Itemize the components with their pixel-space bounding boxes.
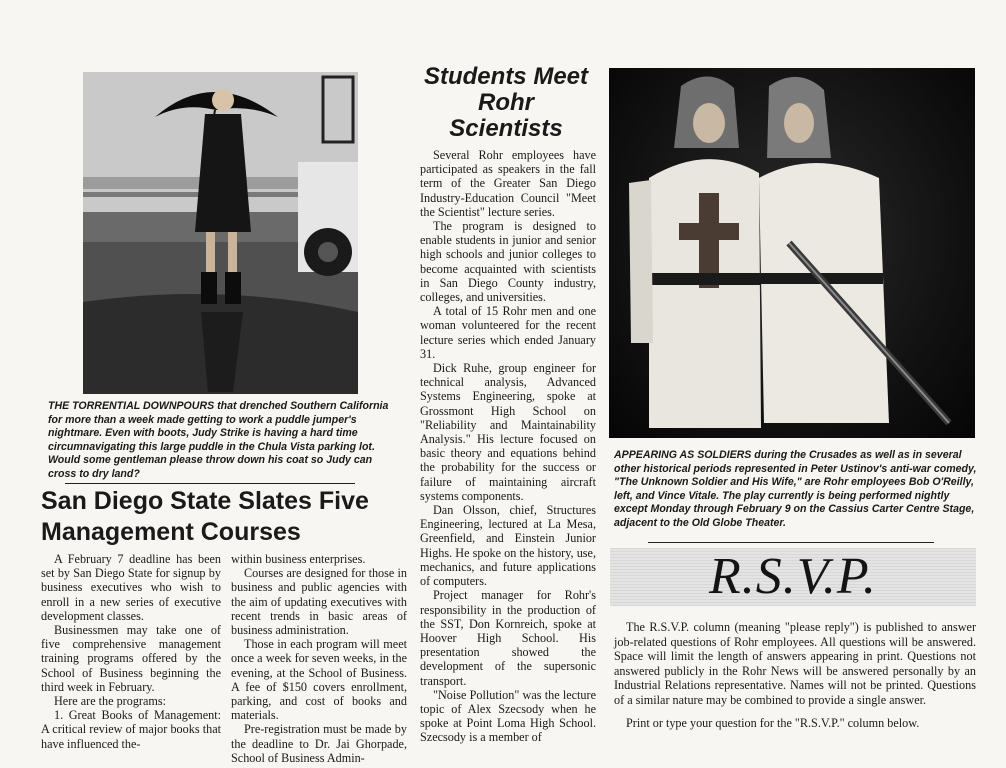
sdsu-article-column-1 — [41, 552, 221, 768]
article-paragraph: The program is designed to enable students in junior and senior high schools and junior colleges to become acquainted with scientists in San Diego County industry, colleges, and universities. — [420, 219, 596, 305]
left-photo-caption: THE TORRENTIAL DOWNPOURS that drenched Southern California for more than a week made getting to work a puddle jumper's nightmare. Even with boots, Judy Strike is having a hard time circumnavigating this large puddle in the Chula Vista parking lot. Would some gentleman please throw down his coat so Judy can cross to dry land? — [48, 400, 389, 480]
article-paragraph: Here are the programs: — [54, 694, 167, 709]
article-paragraph: Those in each program will meet once a week for seven weeks, in the evening, at the School of Business. A fee of $150 covers enrollment, parking, and cost of books and materials. — [231, 637, 407, 723]
article-paragraph: A total of 15 Rohr men and one woman volunteered for the recent lecture series which ended January 31. — [420, 304, 596, 361]
rsvp-title: R.S.V.P. — [709, 548, 877, 605]
caption-divider-right — [648, 542, 934, 543]
soldiers-photo-illustration — [609, 68, 975, 438]
rohr-scientists-headline: Students Meet Rohr Scientists — [423, 63, 588, 142]
sdsu-article-headline: San Diego State Slates Five Management Courses — [41, 487, 369, 546]
rsvp-banner — [610, 548, 976, 606]
caption-divider-left — [65, 483, 355, 484]
puddle-photo-illustration — [83, 72, 358, 394]
sdsu-article-column-2 — [231, 552, 407, 768]
rsvp-paragraph: The R.S.V.P. column (meaning "please reply") is published to answer job-related questions of Rohr employees. All questions will be answered. Space will limit the length of answers appearing in print. Questions not answered publicly in the Rohr News will be answered personally by an Industrial Relations representative. Names will not be printed. Questions of a similar nature may be combined to provide a single answer. — [614, 620, 976, 707]
article-paragraph: Project manager for Rohr's responsibility in the production of the SST, Don Kornreich, spoke at Hoover High School. His presentation showed the development of the supersonic transport. — [420, 588, 596, 688]
article-paragraph: 1. Great Books of Management: A critical review of major books that have influenced the- — [41, 708, 221, 751]
article-paragraph: Dick Ruhe, group engineer for technical analysis, Advanced Systems Engineering, spoke at Grossmont High School on "Reliability and Maintainability Analysis." His lecture focused on basic theory and equations behind the probability for the success or failure of maintaining aircraft systems components. — [420, 361, 596, 503]
article-paragraph: "Noise Pollution" was the lecture topic of Alex Szecsody when he spoke at Point Loma High School. Szecsody is a member of — [420, 687, 596, 745]
article-paragraph: Dan Olsson, chief, Structures Engineering, lectured at La Mesa, Greenfield, and Einstein Junior Highs. He spoke on the history, use, mechanics, and future applications of computers. — [420, 503, 596, 589]
article-paragraph: Courses are designed for those in business and public agencies with the aim of updating executives with recent trends in basic areas of business administration. — [231, 566, 407, 638]
article-paragraph: Pre-registration must be made by the deadline to Dr. Jai Ghorpade, School of Business Admin- — [231, 722, 407, 765]
rsvp-paragraph: Print or type your question for the "R.S.V.P." column below. — [626, 715, 920, 730]
photo-crusader-soldiers — [609, 68, 975, 438]
right-photo-caption: APPEARING AS SOLDIERS during the Crusades as well as in several other historical periods represented in Peter Ustinov's anti-war comedy, "The Unknown Soldier and His Wife," are Rohr employees Bob O'Reilly, left, and Vince Vitale. The play currently is being performed nightly except Monday through February 9 on the Cassius Carter Centre Stage, adjacent to the Old Globe Theater. — [614, 449, 977, 529]
article-paragraph: Several Rohr employees have participated as speakers in the fall term of the Greater San Diego Industry-Education Council "Meet the Scientist" lecture series. — [420, 148, 596, 219]
article-paragraph: within business enterprises. — [231, 552, 366, 566]
article-paragraph: A February 7 deadline has been set by San Diego State for signup by business executives who wish to enroll in a new series of executive development classes. — [41, 552, 221, 623]
article-paragraph: Businessmen may take one of five comprehensive management training programs offered by the School of Business beginning the third week in February. — [41, 623, 221, 694]
photo-woman-umbrella-puddle — [83, 72, 358, 394]
rohr-scientists-article — [420, 148, 596, 768]
rsvp-column-text — [614, 620, 976, 738]
